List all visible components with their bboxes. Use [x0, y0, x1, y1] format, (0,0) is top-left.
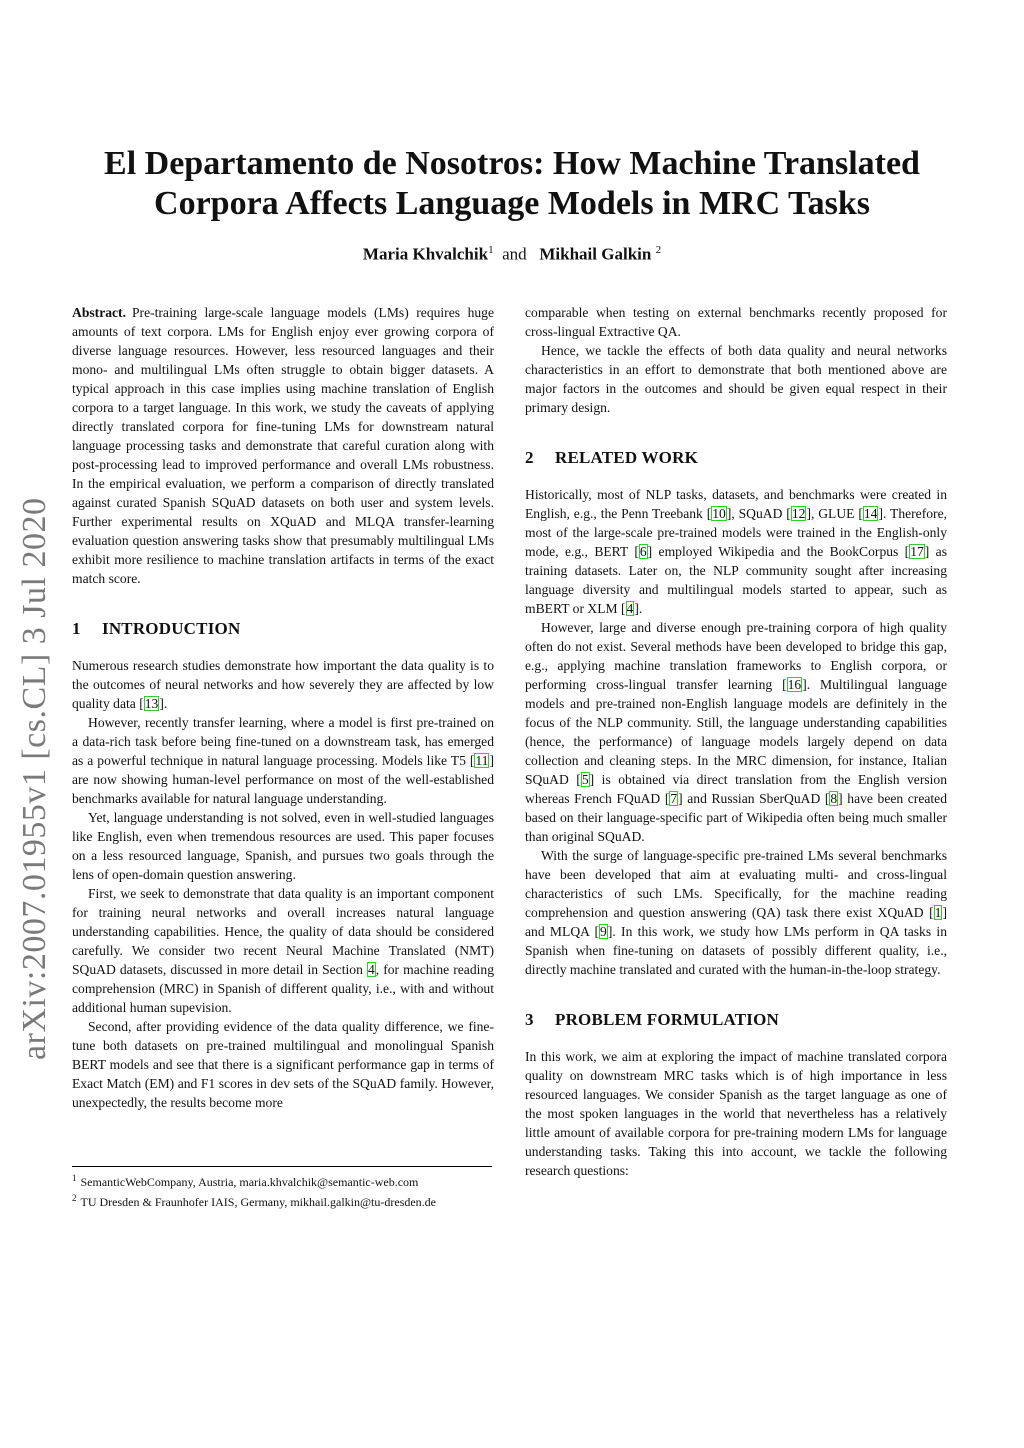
citation-link[interactable]: 7: [670, 791, 678, 806]
author-list: [60, 244, 964, 265]
related-paragraph-2: However, large and diverse enough pre-training corpora of high quality often do not exist. Several methods have been developed to bridge this gap, e.g., applying machine translation frameworks to English corpora, or performing cross-lingual transfer learning [16]. Multilingual language models and pre-trained non-English language models are definitely in the focus of the NLP community. Still, the language understanding capabilities (hence, the performance) of language models largely depend on data collection and cleaning steps. In the MRC dimension, for instance, Italian SQuAD [5] is obtained via direct translation from the English version whereas French FQuAD [7] and Russian SberQuAD [8] have been created based on their language-specific part of Wikipedia often being much smaller than original SQuAD.: [525, 620, 948, 844]
intro-paragraph-3: Yet, language understanding is not solved, even in well-studied languages like English, even when tremendous resources are used. This paper focuses on a less resourced language, Spanish, and pursues two goals through the lens of open-domain question answering.: [72, 810, 494, 882]
paper-title: [60, 144, 964, 224]
section-3-heading: 3 PROBLEM FORMULATION: [525, 1010, 780, 1029]
footnotes: [72, 1166, 494, 1210]
problem-paragraph-1: In this work, we aim at exploring the impact of machine translated corpora quality on downstream MRC tasks which is of high importance in less resourced languages. We consider Spanish as the target language as one of the most spoken languages in the world that nevertheless has a relatively little amount of available corpora for pre-training modern LMs for language understanding tasks. Taking this into account, we tackle the following research questions:: [525, 1049, 947, 1178]
citation-link[interactable]: 6: [639, 544, 647, 559]
citation-link[interactable]: 13: [144, 696, 159, 711]
author-2-affiliation: 2: [655, 244, 662, 256]
citation-link[interactable]: 17: [910, 544, 924, 559]
author-1-affiliation: 1: [488, 244, 494, 256]
abstract-text: Pre-training large-scale language models (LMs) requires huge amounts of text corpora. LMs for English enjoy ever growing corpora of diverse language resources. However, less resourced languages and their mono- and multilingual LMs often struggle to obtain bigger datasets. A typical approach in this case implies using machine translation of English corpora to a target language. In this work, we study the caveats of applying directly translated corpora for fine-tuning LMs for downstream natural language processing tasks and demonstrate that careful curation along with post-processing lead to improved performance and overall LMs robustness. In the empirical evaluation, we perform a comparison of directly translated against curated Spanish SQuAD datasets on both user and system levels. Further experimental results on XQuAD and MLQA transfer-learning evaluation question answering tasks show that presumably multilingual LMs exhibit more resilience to machine translation artifacts in terms of the exact match score.: [72, 305, 494, 586]
intro-continued-paragraph: comparable when testing on external benchmarks recently proposed for cross-lingual Extractive QA.: [525, 305, 947, 339]
intro-paragraph-4: First, we seek to demonstrate that data quality is an important component for training neural networks and overall increases natural language understanding capabilities. Hence, the quality of data should be considered carefully. We consider two recent Neural Machine Translated (NMT) SQuAD datasets, discussed in more detail in Section 4, for machine reading comprehension (MRC) in Spanish of different quality, i.e., with and without additional human supevision.: [72, 886, 494, 1015]
section-2-heading: 2 RELATED WORK: [525, 448, 698, 467]
citation-link[interactable]: 12: [791, 506, 806, 521]
related-paragraph-3: With the surge of language-specific pre-trained LMs several benchmarks have been developed that aim at evaluating multi- and cross-lingual characteristics of such LMs. Specifically, for the machine reading comprehension and question answering (QA) task there exist XQuAD [1] and MLQA [9]. In this work, we study how LMs perform in QA tasks in Spanish when fine-tuning on datasets of possibly different quality, i.e., directly machine translated and curated with the human-in-the-loop strategy.: [525, 848, 948, 977]
citation-link[interactable]: 10: [712, 506, 726, 521]
related-paragraph-1: Historically, most of NLP tasks, datasets, and benchmarks were created in English, e.g., the Penn Treebank [10], SQuAD [12], GLUE [14]. Therefore, most of the large-scale pre-trained models were trained in the English-only mode, e.g., BERT [6] employed Wikipedia and the BookCorpus [17] as training datasets. Later on, the NLP community sought after increasing language diversity and multilingual models started to appear, such as mBERT or XLM [4].: [525, 487, 947, 616]
citation-link[interactable]: 16: [787, 677, 802, 692]
citation-link[interactable]: 4: [626, 601, 634, 616]
citation-link[interactable]: 11: [475, 753, 489, 768]
abstract-label: Abstract.: [72, 305, 126, 320]
section-1-heading: 1 INTRODUCTION: [72, 619, 241, 638]
right-column: [525, 303, 947, 1180]
author-conjunction: and: [502, 244, 527, 264]
author-2: Mikhail Galkin: [539, 244, 652, 264]
intro-paragraph-6: Hence, we tackle the effects of both data quality and neural networks characteristics in an effort to demonstrate that both mentioned above are major factors in the outcomes and should be given equal respect in their primary design.: [525, 343, 947, 415]
footnote-2: $^2$ TU Dresden & Fraunhofer IAIS, Germany, mikhail.galkin@tu-dresden.de: [72, 1193, 437, 1209]
title-line-1: El Departamento de Nosotros: How Machine Translated: [104, 145, 920, 182]
intro-paragraph-5: Second, after providing evidence of the data quality difference, we fine-tune both datasets on pre-trained multilingual and monolingual Spanish BERT models and see that there is a significant performance gap in terms of Exact Match (EM) and F1 scores in dev sets of the SQuAD family. However, unexpectedly, the results become more: [72, 1019, 494, 1110]
section-link[interactable]: 4: [367, 962, 375, 977]
citation-link[interactable]: 8: [830, 791, 838, 806]
intro-paragraph-2: However, recently transfer learning, where a model is first pre-trained on a data-rich task before being fine-tuned on a downstream task, has emerged as a powerful technique in natural language processing. Models like T5 [11] are now showing human-level performance on most of the well-established benchmarks available for natural language understanding.: [72, 715, 494, 806]
citation-link[interactable]: 1: [934, 905, 942, 920]
intro-paragraph-1: Numerous research studies demonstrate how important the data quality is to the outcomes of neural networks and how severely they are affected by low quality data [13].: [72, 658, 494, 711]
citation-link[interactable]: 5: [581, 772, 589, 787]
citation-link[interactable]: 9: [600, 924, 607, 939]
author-1: Maria Khvalchik: [362, 244, 489, 264]
title-line-2: Corpora Affects Language Models in MRC Tasks: [154, 185, 870, 222]
abstract: [72, 303, 494, 588]
left-column: [72, 303, 494, 1112]
footnote-rule: [72, 1166, 492, 1167]
footnote-1: $^1$ SemanticWebCompany, Austria, maria.khvalchik@semantic-web.com: [72, 1173, 419, 1189]
arxiv-stamp: arXiv:2007.01955v1 [cs.CL] 3 Jul 2020: [16, 497, 53, 1060]
citation-link[interactable]: 14: [863, 506, 878, 521]
